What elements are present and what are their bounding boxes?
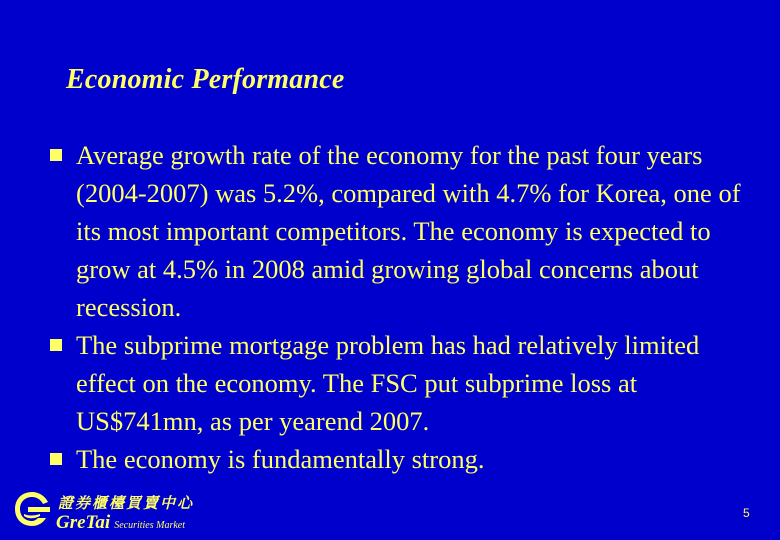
square-bullet-icon — [50, 149, 62, 161]
logo-chinese-name: 證券櫃檯買賣中心 — [58, 494, 195, 512]
bullet-item — [46, 136, 746, 326]
page-number: 5 — [743, 506, 750, 520]
logo-english-name — [56, 512, 185, 534]
bullet-list — [46, 136, 746, 478]
bullet-text: The subprime mortgage problem has had relatively limited effect on the economy. The FSC put subprime loss at US$741mn, as per yearend 2007. — [76, 330, 700, 436]
bullet-text: Average growth rate of the economy for the past four years (2004-2007) was 5.2%, compared with 4.7% for Korea, one of its most important competitors. The economy is expected to grow at 4.5% in 2008 amid growing global concerns about recession. — [76, 140, 741, 322]
gretai-emblem-icon — [10, 488, 54, 532]
gretai-logo — [10, 488, 200, 536]
slide-title: Economic Performance — [66, 64, 345, 95]
bullet-item — [46, 440, 746, 478]
square-bullet-icon — [50, 339, 62, 351]
logo-subtitle: Securities Market — [114, 520, 186, 531]
bullet-text: The economy is fundamentally strong. — [76, 444, 485, 474]
square-bullet-icon — [50, 453, 62, 465]
bullet-item — [46, 326, 746, 440]
logo-brand: GreTai — [56, 512, 111, 533]
